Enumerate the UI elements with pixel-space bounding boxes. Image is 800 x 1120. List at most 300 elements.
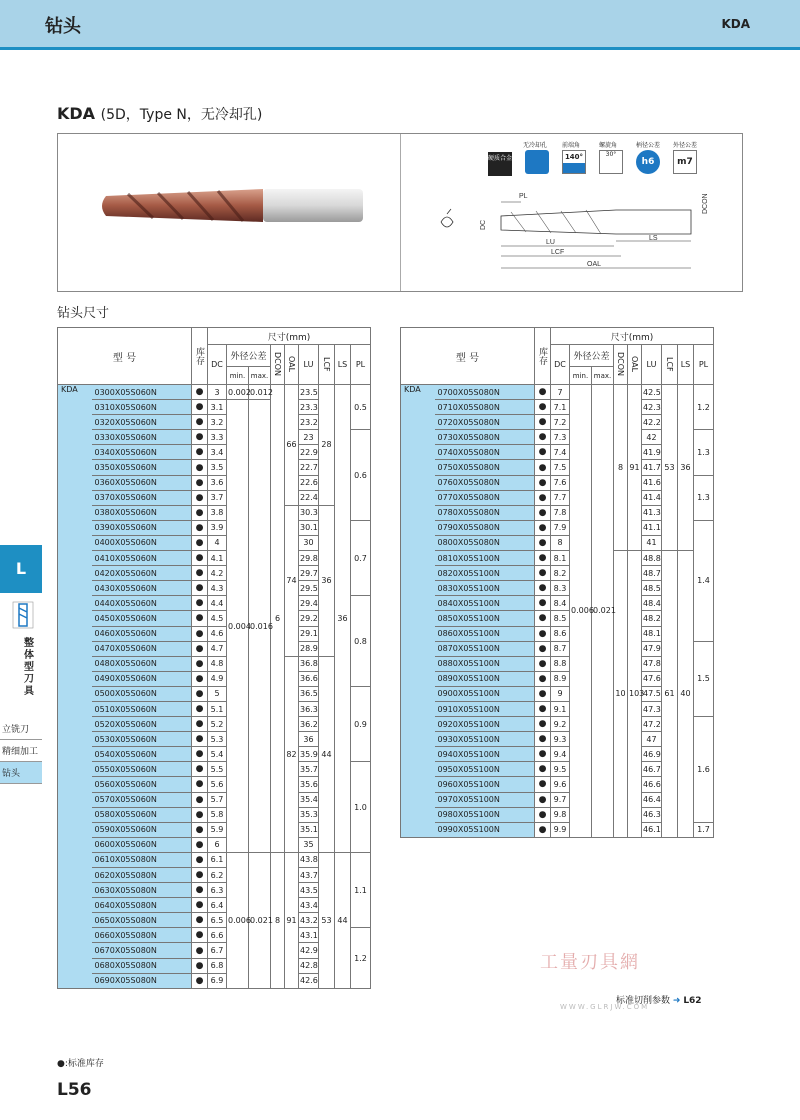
stock-cell: ●	[535, 822, 551, 837]
dc-cell: 5.5	[208, 762, 227, 777]
oal-cell: 103	[628, 551, 642, 838]
pl-cell: 1.5	[694, 641, 714, 716]
model-cell: 0530X05S060N	[92, 732, 192, 747]
dc-cell: 9.3	[551, 732, 570, 747]
sidebar-menu	[0, 718, 42, 784]
stock-cell: ●	[535, 490, 551, 505]
stock-cell: ●	[192, 732, 208, 747]
ls-cell: 44	[335, 852, 351, 988]
model-cell: 0750X05S080N	[435, 460, 535, 475]
lcf-cell: 28	[319, 385, 335, 506]
model-cell: 0920X05S100N	[435, 717, 535, 732]
lu-cell: 42.9	[299, 943, 319, 958]
model-cell: 0480X05S060N	[92, 656, 192, 671]
stock-cell: ●	[535, 566, 551, 581]
dc-cell: 4.6	[208, 626, 227, 641]
pl-cell: 0.5	[351, 385, 371, 430]
stock-cell: ●	[535, 551, 551, 566]
pl-cell: 1.3	[694, 430, 714, 475]
stock-cell: ●	[535, 596, 551, 611]
section-tab-L[interactable]: L	[0, 545, 42, 593]
lu-cell: 29.5	[299, 581, 319, 596]
lu-cell: 47.8	[642, 656, 662, 671]
dimension-table-left	[57, 327, 371, 989]
label-point-angle: 前端角	[562, 142, 581, 149]
lu-cell: 29.1	[299, 626, 319, 641]
stock-cell: ●	[535, 505, 551, 520]
model-cell: 0640X05S080N	[92, 898, 192, 913]
model-cell: 0440X05S060N	[92, 596, 192, 611]
lu-cell: 43.8	[299, 852, 319, 867]
model-cell: 0560X05S060N	[92, 777, 192, 792]
header-min: min.	[227, 367, 249, 385]
dc-cell: 4.3	[208, 581, 227, 596]
model-cell: 0930X05S100N	[435, 732, 535, 747]
stock-cell: ●	[192, 913, 208, 928]
header-stock: 库存	[535, 328, 551, 385]
header-tol: 外径公差	[570, 345, 614, 367]
model-cell: 0980X05S100N	[435, 807, 535, 822]
header-line	[0, 47, 800, 50]
lu-cell: 35.6	[299, 777, 319, 792]
dc-cell: 9.1	[551, 701, 570, 716]
model-cell: 0550X05S060N	[92, 762, 192, 777]
dc-cell: 6.6	[208, 928, 227, 943]
pl-cell: 1.6	[694, 717, 714, 823]
lu-cell: 22.6	[299, 475, 319, 490]
sidebar-item-drill[interactable]: 钻头	[0, 762, 42, 784]
lu-cell: 41	[642, 535, 662, 550]
point-angle-icon: 140°	[562, 150, 586, 174]
spec-table	[57, 327, 371, 989]
table-row	[401, 551, 714, 566]
stock-cell: ●	[535, 520, 551, 535]
dim-oal: OAL	[587, 261, 602, 268]
model-cell: 0680X05S080N	[92, 958, 192, 973]
dim-dcon: DCON	[702, 193, 709, 214]
model-cell: 0740X05S080N	[435, 445, 535, 460]
tol-min-cell: 0.002	[227, 385, 249, 400]
dc-cell: 6.7	[208, 943, 227, 958]
dimension-table-right	[400, 327, 714, 838]
lcf-cell: 53	[662, 385, 678, 551]
pl-cell: 1.1	[351, 852, 371, 927]
dcon-cell: 8	[271, 852, 285, 988]
dc-cell: 7.5	[551, 460, 570, 475]
header-lcf: LCF	[319, 345, 335, 385]
dc-cell: 6.1	[208, 852, 227, 867]
stock-cell: ●	[535, 445, 551, 460]
stock-cell: ●	[535, 611, 551, 626]
stock-cell: ●	[535, 686, 551, 701]
lu-cell: 35.3	[299, 807, 319, 822]
dc-cell: 8.3	[551, 581, 570, 596]
stock-cell: ●	[192, 973, 208, 988]
model-cell: 0690X05S080N	[92, 973, 192, 988]
pl-cell: 0.9	[351, 686, 371, 761]
dc-cell: 6	[208, 837, 227, 852]
page-number: L56	[57, 1080, 92, 1100]
dc-cell: 7.4	[551, 445, 570, 460]
dc-cell: 9	[551, 686, 570, 701]
model-cell: 0580X05S060N	[92, 807, 192, 822]
tol-max-cell: 0.016	[249, 400, 271, 853]
dc-cell: 9.9	[551, 822, 570, 837]
lcf-cell: 36	[319, 505, 335, 656]
lu-cell: 48.8	[642, 551, 662, 566]
stock-cell: ●	[535, 415, 551, 430]
dc-cell: 3.8	[208, 505, 227, 520]
drill-photo	[58, 134, 398, 291]
brand-cell: KDA	[401, 385, 435, 838]
model-cell: 0590X05S060N	[92, 822, 192, 837]
stock-cell: ●	[192, 837, 208, 852]
model-cell: 0490X05S060N	[92, 671, 192, 686]
stock-cell: ●	[535, 717, 551, 732]
dim-lu: LU	[546, 239, 555, 246]
dim-ls: LS	[649, 235, 658, 242]
header-dc: DC	[208, 345, 227, 385]
dc-cell: 4.8	[208, 656, 227, 671]
lu-cell: 46.6	[642, 777, 662, 792]
lcf-cell: 61	[662, 551, 678, 838]
stock-cell: ●	[192, 717, 208, 732]
tol-min-cell: 0.006	[570, 385, 592, 838]
dc-cell: 3.9	[208, 520, 227, 535]
dc-cell: 3	[208, 385, 227, 400]
stock-cell: ●	[192, 822, 208, 837]
model-cell: 0420X05S060N	[92, 566, 192, 581]
model-cell: 0430X05S060N	[92, 581, 192, 596]
dc-cell: 4.7	[208, 641, 227, 656]
header-model: 型 号	[58, 328, 192, 385]
stock-cell: ●	[192, 868, 208, 883]
table-row	[58, 505, 371, 520]
oal-cell: 91	[628, 385, 642, 551]
lu-cell: 47.5	[642, 686, 662, 701]
stock-cell: ●	[192, 852, 208, 867]
lu-cell: 29.7	[299, 566, 319, 581]
model-cell: 0800X05S080N	[435, 535, 535, 550]
dc-cell: 7.8	[551, 505, 570, 520]
label-no-coolant: 无冷却孔	[523, 142, 548, 149]
table-row	[58, 852, 371, 867]
table-row	[401, 385, 714, 400]
stock-cell: ●	[192, 883, 208, 898]
dc-cell: 5.9	[208, 822, 227, 837]
lu-cell: 22.4	[299, 490, 319, 505]
stock-cell: ●	[535, 385, 551, 400]
spec-table	[400, 327, 714, 838]
model-cell: 0600X05S060N	[92, 837, 192, 852]
pl-cell: 1.2	[351, 928, 371, 988]
dc-cell: 9.4	[551, 747, 570, 762]
header-tol: 外径公差	[227, 345, 271, 367]
header-lu: LU	[299, 345, 319, 385]
stock-cell: ●	[192, 943, 208, 958]
header-series: KDA	[721, 17, 750, 31]
lu-cell: 41.3	[642, 505, 662, 520]
watermark-url: WWW.GLRJW.COM	[560, 1003, 650, 1011]
pl-cell: 1.0	[351, 762, 371, 853]
model-cell: 0820X05S100N	[435, 566, 535, 581]
stock-cell: ●	[535, 777, 551, 792]
lu-cell: 29.4	[299, 596, 319, 611]
header-pl: PL	[351, 345, 371, 385]
dc-cell: 8.9	[551, 671, 570, 686]
lu-cell: 35.7	[299, 762, 319, 777]
lu-cell: 43.5	[299, 883, 319, 898]
dc-cell: 5	[208, 686, 227, 701]
stock-cell: ●	[192, 490, 208, 505]
stock-cell: ●	[535, 460, 551, 475]
tol-max-cell: 0.021	[249, 852, 271, 988]
dcon-cell: 8	[614, 385, 628, 551]
dc-cell: 4.1	[208, 551, 227, 566]
oal-cell: 91	[285, 852, 299, 988]
stock-cell: ●	[192, 430, 208, 445]
stock-cell: ●	[535, 626, 551, 641]
stock-cell: ●	[192, 385, 208, 400]
model-cell: 0390X05S060N	[92, 520, 192, 535]
stock-cell: ●	[192, 762, 208, 777]
dc-cell: 5.3	[208, 732, 227, 747]
model-cell: 0870X05S100N	[435, 641, 535, 656]
pl-cell: 1.2	[694, 385, 714, 430]
stock-cell: ●	[192, 611, 208, 626]
model-cell: 0860X05S100N	[435, 626, 535, 641]
stock-cell: ●	[192, 686, 208, 701]
header-pl: PL	[694, 345, 714, 385]
pl-cell: 1.3	[694, 475, 714, 520]
lu-cell: 30	[299, 535, 319, 550]
dc-cell: 7.9	[551, 520, 570, 535]
stock-cell: ●	[535, 641, 551, 656]
stock-cell: ●	[192, 581, 208, 596]
cutting-params-link[interactable]: 标准切削参数 ➜ L62	[616, 996, 702, 1006]
dc-cell: 7.7	[551, 490, 570, 505]
model-cell: 0540X05S060N	[92, 747, 192, 762]
header-title: 钻头	[45, 16, 81, 37]
stock-cell: ●	[192, 505, 208, 520]
dc-cell: 6.2	[208, 868, 227, 883]
dc-cell: 6.8	[208, 958, 227, 973]
model-cell: 0450X05S060N	[92, 611, 192, 626]
dc-cell: 6.3	[208, 883, 227, 898]
dc-cell: 9.6	[551, 777, 570, 792]
brand-cell: KDA	[58, 385, 92, 989]
dc-cell: 7.3	[551, 430, 570, 445]
lu-cell: 47.2	[642, 717, 662, 732]
lu-cell: 47.6	[642, 671, 662, 686]
dc-cell: 4.4	[208, 596, 227, 611]
pl-cell: 0.8	[351, 596, 371, 687]
dc-cell: 7	[551, 385, 570, 400]
model-cell: 0410X05S060N	[92, 551, 192, 566]
header-stock: 库存	[192, 328, 208, 385]
model-cell: 0300X05S060N	[92, 385, 192, 400]
model-cell: 0810X05S100N	[435, 551, 535, 566]
product-subtitle: (5D，Type N，无冷却孔)	[100, 107, 263, 123]
model-cell: 0910X05S100N	[435, 701, 535, 716]
dc-cell: 8.5	[551, 611, 570, 626]
dc-cell: 5.4	[208, 747, 227, 762]
header-dcon: DCON	[271, 345, 285, 385]
header-ls: LS	[335, 345, 351, 385]
lu-cell: 47.9	[642, 641, 662, 656]
model-cell: 0620X05S080N	[92, 868, 192, 883]
dc-cell: 5.2	[208, 717, 227, 732]
stock-cell: ●	[535, 400, 551, 415]
model-cell: 0790X05S080N	[435, 520, 535, 535]
page-header	[0, 0, 800, 50]
stock-cell: ●	[535, 747, 551, 762]
stock-cell: ●	[192, 551, 208, 566]
lu-cell: 35.4	[299, 792, 319, 807]
model-cell: 0310X05S060N	[92, 400, 192, 415]
shank-tolerance-icon: h6	[636, 150, 660, 174]
sidebar-item-finishing[interactable]: 精细加工	[0, 740, 42, 762]
table-row	[58, 656, 371, 671]
stock-cell: ●	[192, 475, 208, 490]
lu-cell: 23.3	[299, 400, 319, 415]
lu-cell: 36.8	[299, 656, 319, 671]
lu-cell: 41.1	[642, 520, 662, 535]
lu-cell: 47.3	[642, 701, 662, 716]
dc-cell: 3.4	[208, 445, 227, 460]
lu-cell: 22.9	[299, 445, 319, 460]
lu-cell: 30.1	[299, 520, 319, 535]
stock-cell: ●	[192, 520, 208, 535]
lu-cell: 43.4	[299, 898, 319, 913]
pl-cell: 1.7	[694, 822, 714, 837]
model-cell: 0610X05S080N	[92, 852, 192, 867]
model-cell: 0660X05S080N	[92, 928, 192, 943]
stock-cell: ●	[192, 958, 208, 973]
model-cell: 0460X05S060N	[92, 626, 192, 641]
header-lu: LU	[642, 345, 662, 385]
tol-max-cell: 0.021	[592, 385, 614, 838]
label-helix: 螺旋角	[599, 142, 618, 149]
model-cell: 0380X05S060N	[92, 505, 192, 520]
sidebar-item-endmill[interactable]: 立铣刀	[0, 718, 42, 740]
model-cell: 0470X05S060N	[92, 641, 192, 656]
stock-cell: ●	[192, 898, 208, 913]
model-cell: 0730X05S080N	[435, 430, 535, 445]
tol-min-cell: 0.006	[227, 852, 249, 988]
lu-cell: 48.7	[642, 566, 662, 581]
pl-cell: 0.6	[351, 430, 371, 521]
lu-cell: 28.9	[299, 641, 319, 656]
model-cell: 0780X05S080N	[435, 505, 535, 520]
dc-cell: 9.7	[551, 792, 570, 807]
model-cell: 0760X05S080N	[435, 475, 535, 490]
stock-cell: ●	[192, 626, 208, 641]
stock-cell: ●	[192, 807, 208, 822]
model-cell: 0650X05S080N	[92, 913, 192, 928]
header-max: max.	[249, 367, 271, 385]
model-cell: 0340X05S060N	[92, 445, 192, 460]
dc-cell: 5.6	[208, 777, 227, 792]
lu-cell: 22.7	[299, 460, 319, 475]
stock-cell: ●	[192, 566, 208, 581]
model-cell: 0840X05S100N	[435, 596, 535, 611]
oal-cell: 74	[285, 505, 299, 656]
model-cell: 0320X05S060N	[92, 415, 192, 430]
header-ls: LS	[678, 345, 694, 385]
stock-cell: ●	[535, 581, 551, 596]
arrow-right-icon: ➜	[672, 996, 681, 1006]
stock-cell: ●	[192, 671, 208, 686]
stock-cell: ●	[535, 732, 551, 747]
dc-cell: 3.7	[208, 490, 227, 505]
header-max: max.	[592, 367, 614, 385]
pl-cell: 0.7	[351, 520, 371, 595]
dc-cell: 4.9	[208, 671, 227, 686]
dc-cell: 4	[208, 535, 227, 550]
header-oal: OAL	[285, 345, 299, 385]
lu-cell: 36.3	[299, 701, 319, 716]
lu-cell: 47	[642, 732, 662, 747]
lu-cell: 48.1	[642, 626, 662, 641]
model-cell: 0710X05S080N	[435, 400, 535, 415]
stock-cell: ●	[192, 747, 208, 762]
dc-cell: 8.8	[551, 656, 570, 671]
stock-cell: ●	[192, 792, 208, 807]
dc-cell: 3.1	[208, 400, 227, 415]
lu-cell: 46.4	[642, 792, 662, 807]
dcon-cell: 6	[271, 385, 285, 853]
dcon-cell: 10	[614, 551, 628, 838]
model-cell: 0330X05S060N	[92, 430, 192, 445]
stock-cell: ●	[192, 400, 208, 415]
lu-cell: 23.5	[299, 385, 319, 400]
stock-cell: ●	[192, 701, 208, 716]
model-cell: 0570X05S060N	[92, 792, 192, 807]
lcf-cell: 53	[319, 852, 335, 988]
lu-cell: 46.1	[642, 822, 662, 837]
lu-cell: 42.2	[642, 415, 662, 430]
stock-cell: ●	[192, 460, 208, 475]
model-cell: 0370X05S060N	[92, 490, 192, 505]
lu-cell: 46.9	[642, 747, 662, 762]
stock-cell: ●	[535, 671, 551, 686]
model-cell: 0670X05S080N	[92, 943, 192, 958]
tol-min-cell: 0.004	[227, 400, 249, 853]
model-cell: 0970X05S100N	[435, 792, 535, 807]
dc-cell: 6.4	[208, 898, 227, 913]
label-dia-tol: 外径公差	[673, 142, 698, 149]
lu-cell: 48.5	[642, 581, 662, 596]
stock-cell: ●	[535, 701, 551, 716]
lu-cell: 41.4	[642, 490, 662, 505]
stock-cell: ●	[192, 596, 208, 611]
stock-cell: ●	[535, 430, 551, 445]
dc-cell: 4.5	[208, 611, 227, 626]
lcf-cell: 44	[319, 656, 335, 852]
dc-cell: 3.6	[208, 475, 227, 490]
lu-cell: 42	[642, 430, 662, 445]
dim-dc: DC	[480, 219, 487, 230]
model-cell: 0520X05S060N	[92, 717, 192, 732]
dc-cell: 5.7	[208, 792, 227, 807]
lu-cell: 36.5	[299, 686, 319, 701]
header-dims: 尺寸(mm)	[208, 328, 371, 345]
model-cell: 0880X05S100N	[435, 656, 535, 671]
model-cell: 0950X05S100N	[435, 762, 535, 777]
drill-tab-icon	[11, 600, 35, 630]
header-model: 型 号	[401, 328, 535, 385]
